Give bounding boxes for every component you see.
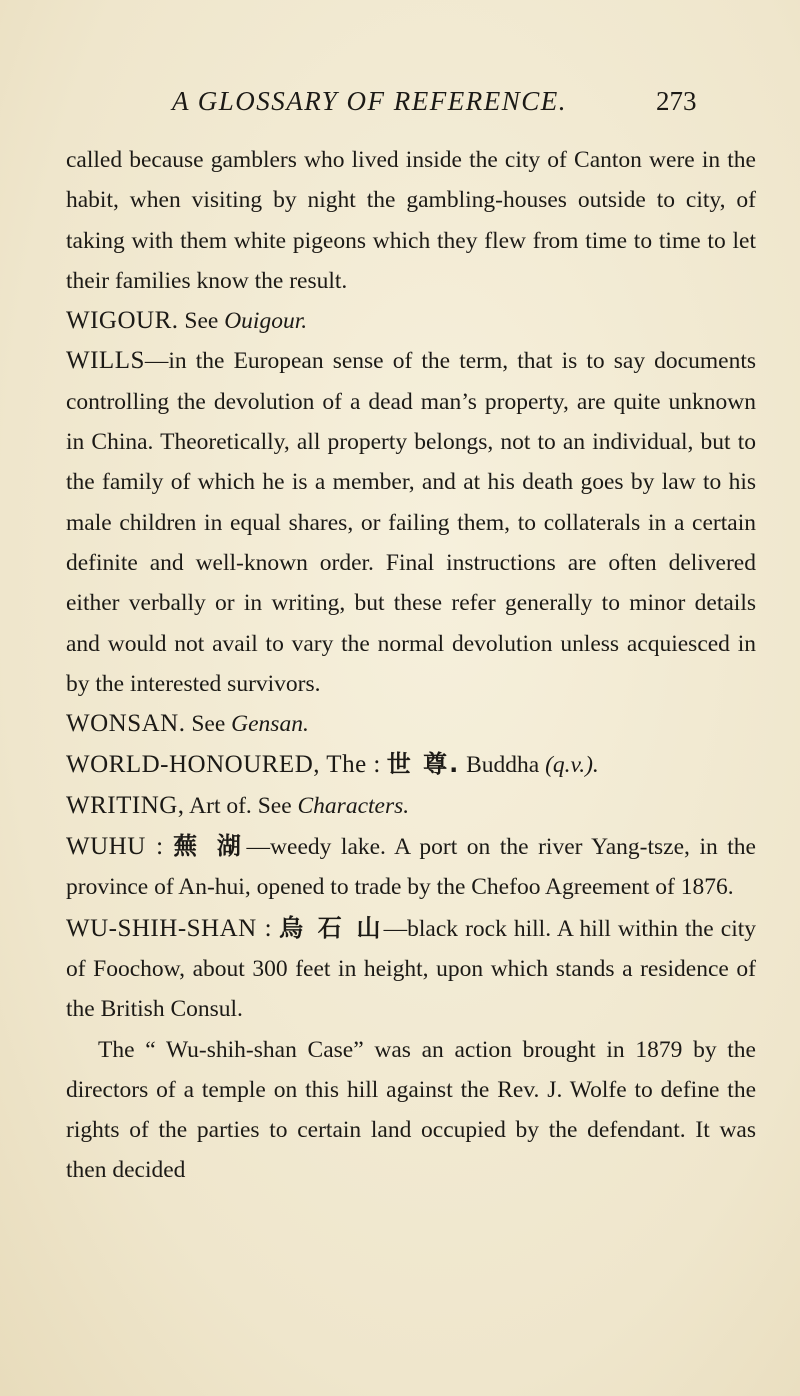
cross-reference: Characters. — [297, 792, 410, 819]
entry-wonsan — [66, 704, 756, 744]
entry-writing-text: Art of. — [189, 792, 252, 819]
entry-continuation — [66, 140, 756, 301]
see-label: See — [184, 308, 219, 335]
see-label: See — [257, 792, 292, 819]
page-header — [0, 86, 800, 126]
headword-wuhu: WUHU : — [66, 833, 164, 861]
entry-writing — [66, 786, 756, 826]
entry-wu-shih-shan-case — [66, 1030, 756, 1191]
headword-wonsan: WONSAN. — [66, 710, 186, 738]
entry-wuhu — [66, 826, 756, 908]
chinese-characters: 世 尊. — [386, 750, 461, 779]
cross-reference: Ouigour. — [224, 308, 308, 335]
entry-world-text: Buddha — [466, 752, 540, 779]
cross-reference: Gensan. — [231, 711, 309, 738]
entry-wills — [66, 341, 756, 704]
headword-wu-shih-shan: WU-SHIH-SHAN : — [66, 914, 273, 942]
cross-reference: (q.v.). — [545, 752, 599, 779]
entry-wigour — [66, 301, 756, 341]
chinese-characters: 蕪 湖 — [173, 832, 247, 861]
entry-wu-shih-shan-case-text: The “ Wu-shih-shan Case” was an action brought in 1879 by the directors of a temple on this hill against the Rev. J. Wolfe to define the rights of the parties to certain land occupied by the defendant. It was then decided — [66, 1036, 756, 1184]
headword-world-honoured: WORLD-HONOURED, The : — [66, 751, 381, 779]
headword-wills: WILLS — [66, 347, 145, 375]
see-label: See — [191, 711, 226, 738]
entry-wu-shih-shan-text: —black rock hill. A hill within the city of Foochow, about 300 feet in height, upon which stands a residence of the British Consul. — [66, 915, 757, 1023]
running-head: A GLOSSARY OF REFERENCE. — [172, 86, 567, 116]
entry-wuhu-text: —weedy lake. A port on the river Yang-tsze, in the province of An-hui, opened to trade by the Chefoo Agreement of 1876. — [66, 834, 756, 901]
headword-writing: WRITING, — [66, 791, 185, 819]
page-number: 273 — [656, 86, 697, 116]
chinese-characters: 烏 石 山 — [279, 913, 384, 942]
entry-continuation-text: called because gamblers who lived inside the city of Canton were in the habit, when visiting by night the gambling-houses outside to city, of taking with them white pigeons which they flew from time to time to let their families know the result. — [66, 147, 756, 294]
entry-wu-shih-shan — [66, 908, 756, 1030]
entry-world-honoured — [66, 744, 756, 785]
entry-wills-text: —in the European sense of the term, that is to say documents controlling the devolution of a dead man’s property, are quite unknown in China. Theoretically, all property belongs, not to an individual, but to the family of which he is a member, and at his death goes by law to his male children in equal shares, or failing them, to collaterals in a certain definite and well-known order. Final instructions are often delivered either verbally or in writing, but these refer generally to minor details and would not avail to vary the normal devolution unless acquiesced in by the interested survivors. — [66, 348, 756, 697]
headword-wigour: WIGOUR. — [66, 307, 179, 335]
glossary-text — [66, 140, 756, 1191]
